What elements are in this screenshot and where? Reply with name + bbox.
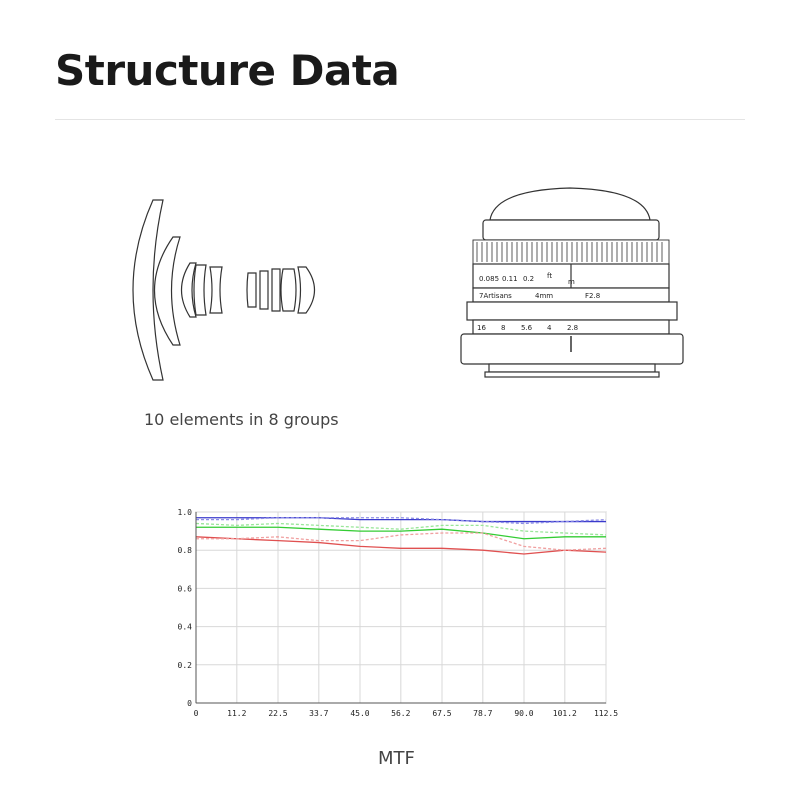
focus-mark-0: 0.085 bbox=[479, 275, 500, 283]
x-tick-label: 78.7 bbox=[473, 709, 493, 718]
aperture-mark-0: 16 bbox=[477, 324, 486, 332]
y-tick-label: 1.0 bbox=[177, 508, 192, 517]
y-tick-label: 0 bbox=[187, 699, 192, 708]
y-tick-label: 0.6 bbox=[177, 584, 192, 594]
x-tick-label: 112.5 bbox=[593, 709, 619, 718]
x-tick-label: 45.0 bbox=[350, 709, 370, 718]
mtf-grid bbox=[196, 512, 606, 703]
mtf-caption: MTF bbox=[378, 748, 415, 769]
y-tick-label: 0.4 bbox=[177, 622, 192, 632]
focus-unit-m: m bbox=[568, 278, 575, 286]
element-8 bbox=[272, 269, 280, 311]
optical-structure-diagram bbox=[118, 195, 338, 385]
y-tick-label: 0.8 bbox=[177, 546, 192, 556]
front-collar bbox=[483, 220, 659, 240]
lens-mount bbox=[489, 364, 655, 372]
element-9 bbox=[281, 269, 296, 311]
doublet-element-b bbox=[210, 267, 222, 313]
y-tick-label: 0.2 bbox=[177, 660, 192, 670]
lens-product-drawing bbox=[455, 180, 695, 385]
x-tick-label: 101.2 bbox=[552, 709, 577, 718]
mount-base bbox=[485, 372, 659, 377]
front-dome bbox=[490, 188, 650, 220]
focus-mark-1: 0.11 bbox=[502, 275, 518, 283]
second-meniscus-element bbox=[155, 237, 181, 345]
element-6 bbox=[247, 273, 256, 307]
x-tick-label: 0 bbox=[193, 709, 199, 718]
aperture-mark-4: 2.8 bbox=[567, 324, 579, 332]
x-tick-label: 11.2 bbox=[227, 709, 247, 718]
focal-length-label: 4mm bbox=[535, 292, 554, 300]
title-divider bbox=[55, 119, 745, 120]
mtf-chart bbox=[168, 500, 628, 725]
brand-label: 7Artisans bbox=[479, 292, 512, 300]
x-tick-label: 67.5 bbox=[432, 709, 452, 718]
x-tick-label: 90.0 bbox=[514, 709, 534, 718]
page-title: Structure Data bbox=[55, 46, 400, 95]
aperture-mark-3: 4 bbox=[547, 324, 552, 332]
aperture-grip bbox=[467, 302, 677, 320]
focus-mark-2: 0.2 bbox=[523, 275, 535, 283]
doublet-element-a bbox=[194, 265, 206, 315]
x-tick-label: 33.7 bbox=[309, 709, 329, 718]
lens-body bbox=[461, 334, 683, 364]
element-7 bbox=[260, 271, 268, 309]
focus-unit-ft: ft bbox=[547, 272, 553, 280]
x-tick-label: 56.2 bbox=[391, 709, 411, 718]
aperture-mark-2: 5.6 bbox=[521, 324, 533, 332]
rear-element bbox=[298, 267, 315, 313]
elements-caption: 10 elements in 8 groups bbox=[144, 410, 339, 429]
x-tick-label: 22.5 bbox=[268, 709, 288, 718]
aperture-label: F2.8 bbox=[585, 292, 601, 300]
aperture-mark-1: 8 bbox=[501, 324, 506, 332]
